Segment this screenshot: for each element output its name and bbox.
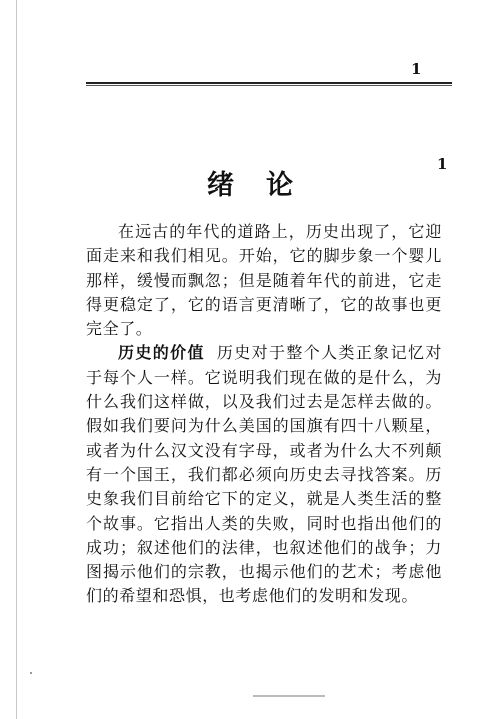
header-rule-secondary — [86, 85, 452, 86]
body-text — [86, 220, 442, 609]
chapter-title: 绪论 — [207, 170, 325, 201]
margin-mark: 1 — [437, 155, 448, 173]
intro-paragraph-text: 在远古的年代的道路上，历史出现了，它迎面走来和我们相见。开始，它的脚步象一个婴儿那样，缓慢而飘忽；但是随着年代的前进，它走得更稳定了，它的语言更清晰了，它的故事也更完全了。 — [86, 222, 442, 339]
scan-smudge — [253, 695, 325, 697]
value-paragraph-text: 历史对于整个人类正象记忆对于每个人一样。它说明我们现在做的是什么，为什么我们这样做，以及我们过去是怎样去做的。假如我们要问为什么美国的国旗有四十八颗星，或者为什么汉文没有字母，或者为什么大不列颠有一个国王，我们都必须向历史去寻找答案。历史象我们目前给它下的定义，就是人类生活的整个故事。它指出人类的失败，同时也指出他们的成功；叙述他们的法律，也叙述他们的战争；力图揭示他们的宗教，也揭示他们的艺术；考虑他们的希望和恐惧，也考虑他们的发明和发现。 — [86, 343, 442, 606]
value-paragraph — [86, 341, 442, 608]
page-number: 1 — [411, 60, 422, 78]
scan-dot — [30, 672, 32, 674]
section-heading: 历史的价值 — [118, 343, 205, 363]
header-rule — [86, 82, 452, 84]
page-left-edge — [16, 0, 17, 719]
intro-paragraph — [86, 220, 442, 341]
